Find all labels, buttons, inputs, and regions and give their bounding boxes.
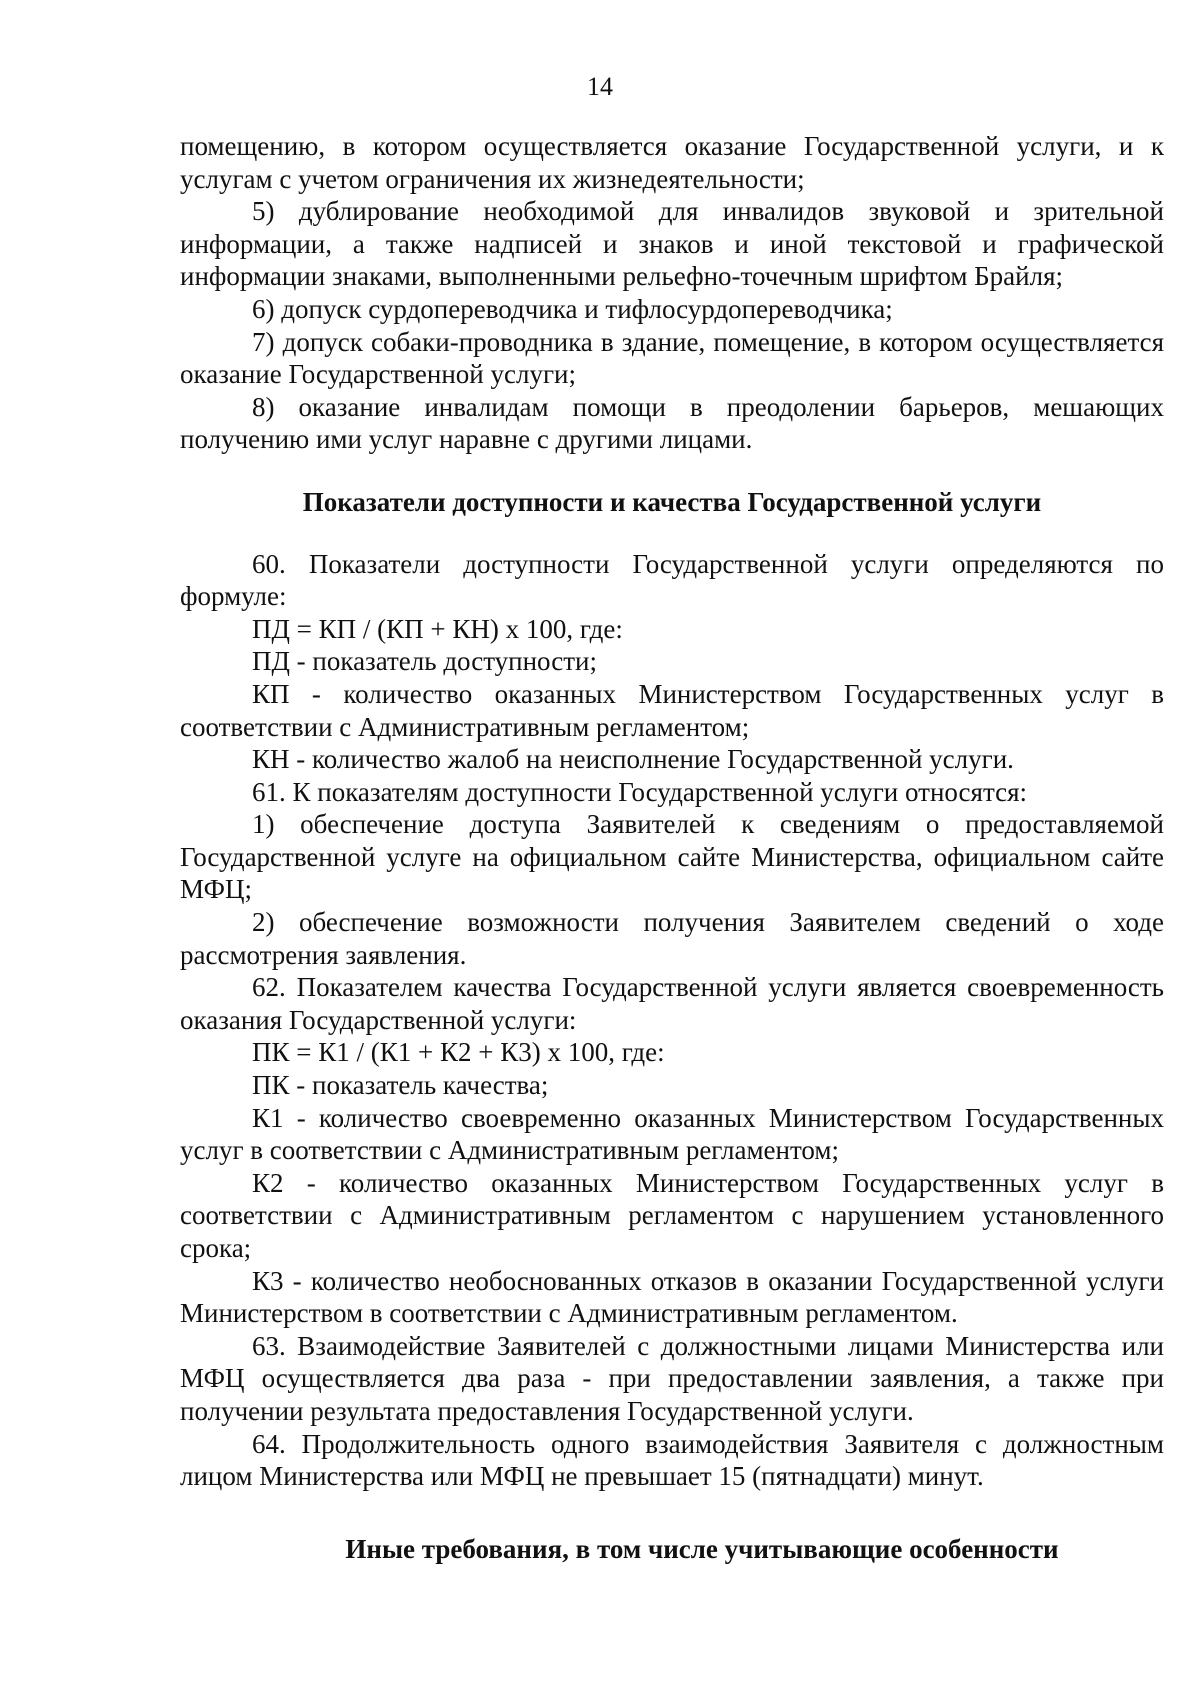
section-heading-other-requirements: Иные требования, в том числе учитывающие особенности xyxy=(345,1533,1059,1564)
formula-pk: ПК = К1 / (К1 + К2 + К3) х 100, где: xyxy=(252,1037,665,1068)
paragraph-continuation: помещению, в котором осуществляется оказание Государственной услуги, и к услугам с учетом ограничения их жизнедеятельности; xyxy=(180,131,1164,194)
paragraph-61: 61. К показателям доступности Государственной услуги относятся: xyxy=(252,776,1027,807)
list-item-7: 7) допуск собаки-проводника в здание, помещение, в котором осуществляется оказание Государственной услуги; xyxy=(180,326,1164,390)
page-content xyxy=(180,130,1164,1565)
definition-k1: К1 - количество своевременно оказанных Министерством Государственных услуг в соответствии с Административным регламентом; xyxy=(180,1102,1164,1166)
list-item-8: 8) оказание инвалидам помощи в преодолении барьеров, мешающих получению ими услуг наравне с другими лицами. xyxy=(180,391,1164,455)
paragraph-60: 60. Показатели доступности Государственной услуги определяются по формуле: xyxy=(180,548,1164,612)
list-item-6: 6) допуск сурдопереводчика и тифлосурдопереводчика; xyxy=(252,293,893,324)
paragraph-62: 62. Показателем качества Государственной услуги является своевременность оказания Государственной услуги: xyxy=(180,972,1164,1035)
list-item-61-1: 1) обеспечение доступа Заявителей к сведениям о предоставляемой Государственной услуге на официальном сайте Министерства, официальном сайте МФЦ; xyxy=(180,809,1164,905)
section-heading-accessibility: Показатели доступности и качества Государственной услуги xyxy=(302,486,1042,517)
definition-pk: ПК - показатель качества; xyxy=(252,1070,549,1101)
paragraph-63: 63. Взаимодействие Заявителей с должностными лицами Министерства или МФЦ осуществляется два раза - при предоставлении заявления, а также при получении результата предоставления Государственной услуги. xyxy=(180,1330,1164,1426)
definition-k3: К3 - количество необоснованных отказов в оказании Государственной услуги Министерством в соответствии с Административным регламентом. xyxy=(180,1265,1164,1329)
list-item-61-2: 2) обеспечение возможности получения Заявителем сведений о ходе рассмотрения заявления. xyxy=(180,907,1164,970)
page-number: 14 xyxy=(587,72,613,101)
definition-kn: КН - количество жалоб на неисполнение Государственной услуги. xyxy=(252,744,1014,775)
definition-kp: КП - количество оказанных Министерством Государственных услуг в соответствии с Административным регламентом; xyxy=(180,678,1164,742)
formula-pd: ПД = КП / (КП + КН) х 100, где: xyxy=(252,613,623,644)
paragraph-64: 64. Продолжительность одного взаимодействия Заявителя с должностным лицом Министерства или МФЦ не превышает 15 (пятнадцати) минут. xyxy=(180,1428,1164,1492)
definition-pd: ПД - показатель доступности; xyxy=(252,646,597,677)
definition-k2: К2 - количество оказанных Министерством Государственных услуг в соответствии с Административным регламентом с нарушением установленного срока; xyxy=(180,1167,1164,1263)
list-item-5: 5) дублирование необходимой для инвалидов звуковой и зрительной информации, а также надписей и знаков и иной текстовой и графической информации знаками, выполненными рельефно-точечным шрифтом Брайля; xyxy=(180,196,1164,292)
